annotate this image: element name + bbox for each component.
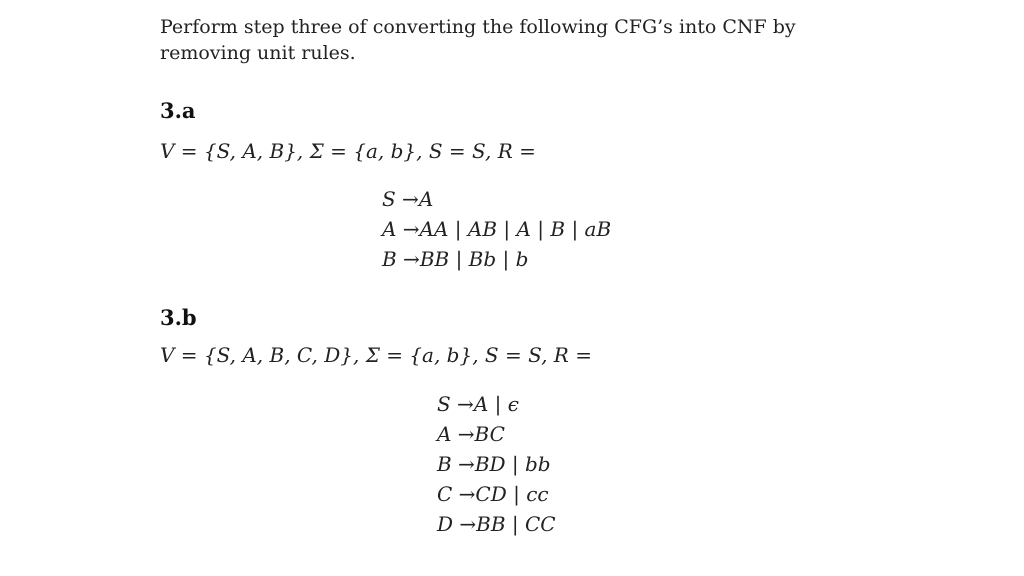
rule-line: S →A | ϵ	[437, 392, 519, 416]
rule-line: B →BD | bb	[437, 452, 551, 476]
grammar-definition-3b: V = {S, A, B, C, D}, Σ = {a, b}, S = S, R =	[160, 343, 592, 367]
section-heading-3a: 3.a	[160, 98, 196, 123]
rule-line: C →CD | cc	[437, 482, 549, 506]
instructions-text: Perform step three of converting the following CFG’s into CNF by removing unit rules.	[160, 16, 796, 64]
production-rules-3b	[437, 389, 556, 539]
section-heading-3b: 3.b	[160, 305, 197, 330]
grammar-definition-3a: V = {S, A, B}, Σ = {a, b}, S = S, R =	[160, 139, 536, 163]
rule-line: B →BB | Bb | b	[382, 247, 529, 271]
rule-line: S →A	[382, 187, 434, 211]
rule-line: D →BB | CC	[437, 512, 556, 536]
production-rules-3a	[382, 184, 611, 274]
rule-line: A →AA | AB | A | B | aB	[382, 217, 612, 241]
rule-line: A →BC	[437, 422, 505, 446]
